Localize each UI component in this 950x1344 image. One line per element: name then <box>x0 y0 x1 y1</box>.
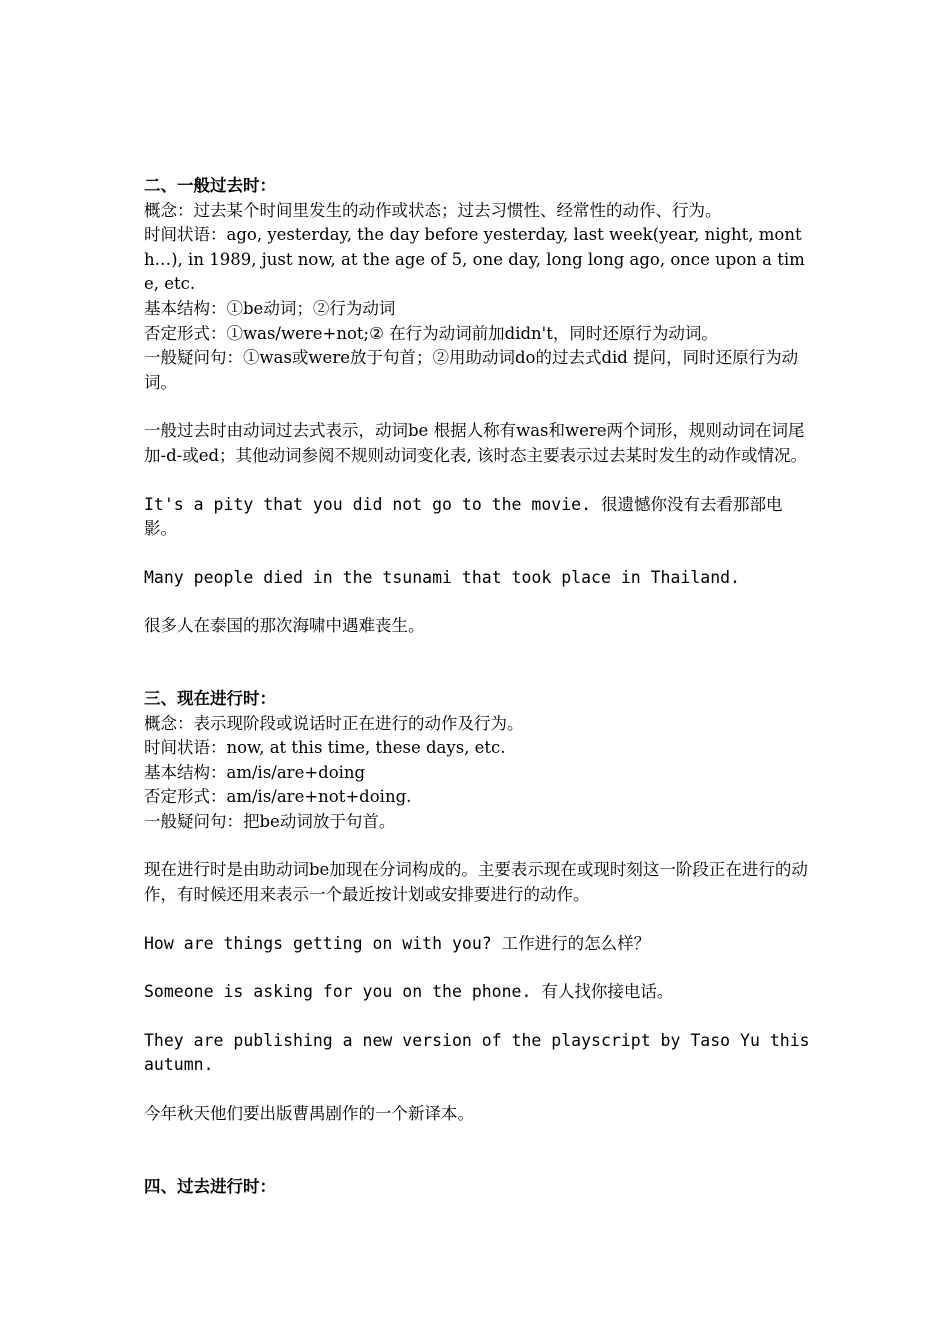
spacer <box>144 1078 812 1102</box>
concept-line: 概念：过去某个时间里发生的动作或状态；过去习惯性、经常性的动作、行为。 <box>144 200 722 220</box>
concept-line: 概念：表示现阶段或说话时正在进行的动作及行为。 <box>144 713 524 733</box>
example-sentence: Someone is asking for you on the phone. 有人找你接电话。 <box>144 982 674 1002</box>
example-sentence: It's a pity that you did not go to the movie. 很遗憾你没有去看那部电影。 <box>144 494 783 539</box>
spacer <box>144 1005 812 1029</box>
spacer <box>144 395 812 419</box>
spacer <box>144 1127 812 1175</box>
explanation-paragraph: 一般过去时由动词过去式表示，动词be 根据人称有was和were两个词形，规则动词在词尾加-d-或ed；其他动词参阅不规则动词变化表, 该时态主要表示过去某时发生的动作或情况。 <box>144 421 808 465</box>
section-heading-present-continuous: 三、现在进行时： <box>144 688 276 708</box>
section-heading-past-continuous: 四、过去进行时： <box>144 1176 276 1196</box>
document-body <box>144 174 812 1199</box>
time-adverbials-line: 时间状语：ago, yesterday, the day before yesterday, last week(year, night, month…), in 1989, just now, at the age of 5, one day, long long ago, once upon a time, etc. <box>144 225 805 294</box>
question-form-line: 一般疑问句：把be动词放于句首。 <box>144 811 396 831</box>
explanation-paragraph: 现在进行时是由助动词be加现在分词构成的。主要表示现在或现时刻这一阶段正在进行的动作，有时候还用来表示一个最近按计划或安排要进行的动作。 <box>144 860 808 905</box>
example-sentence: Many people died in the tsunami that took place in Thailand. <box>144 567 741 587</box>
spacer <box>144 469 812 493</box>
spacer <box>144 590 812 614</box>
spacer <box>144 908 812 932</box>
example-sentence: They are publishing a new version of the playscript by Taso Yu this autumn. <box>144 1030 810 1075</box>
negative-form-line: 否定形式：am/is/are+not+doing. <box>144 787 412 807</box>
time-adverbials-line: 时间状语：now, at this time, these days, etc. <box>144 738 506 758</box>
structure-line: 基本结构：am/is/are+doing <box>144 762 366 782</box>
spacer <box>144 639 812 687</box>
negative-form-line: 否定形式：①was/were+not;② 在行为动词前加didn't，同时还原行为动词。 <box>144 323 718 343</box>
example-sentence: How are things getting on with you? 工作进行的怎么样？ <box>144 933 651 953</box>
spacer <box>144 956 812 980</box>
example-translation: 很多人在泰国的那次海啸中遇难丧生。 <box>144 616 425 636</box>
spacer <box>144 542 812 566</box>
spacer <box>144 834 812 858</box>
section-heading-simple-past: 二、一般过去时： <box>144 176 276 195</box>
example-translation: 今年秋天他们要出版曹禺剧作的一个新译本。 <box>144 1104 474 1124</box>
question-form-line: 一般疑问句：①was或were放于句首；②用助动词do的过去式did 提问，同时还原行为动词。 <box>144 348 799 392</box>
structure-line: 基本结构：①be动词；②行为动词 <box>144 298 396 318</box>
